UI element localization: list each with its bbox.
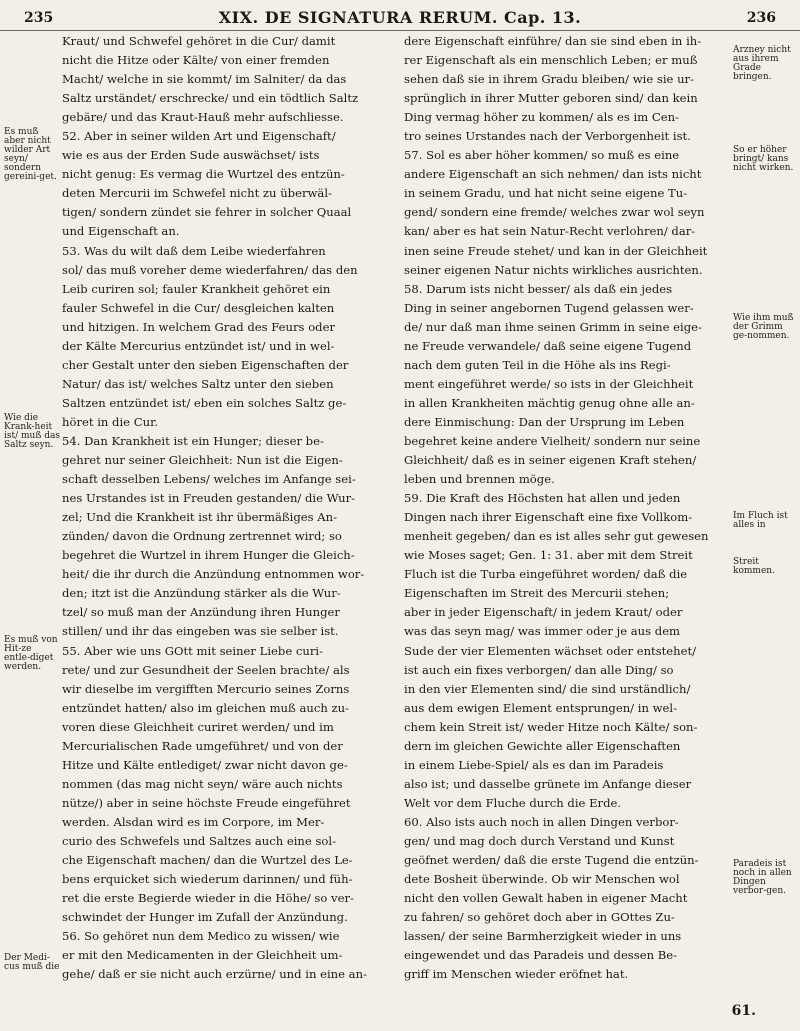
text-line: lassen/ der seine Barmherzigkeit wieder in uns	[404, 929, 682, 944]
text-line: deten Mercurii im Schwefel nicht zu überwäl-	[62, 186, 332, 201]
text-line: heit/ die ihr durch die Anzündung entnommen wor-	[62, 567, 365, 582]
text-line: Saltz urständet/ erschrecke/ und ein tödtlich Saltz	[62, 91, 359, 106]
running-header	[0, 8, 800, 31]
text-line	[62, 984, 380, 1003]
text-line: schaft desselben Lebens/ welches im Anfange sei-	[62, 472, 356, 487]
text-line: 57. Sol es aber höher kommen/ so muß es eine	[404, 148, 680, 163]
text-line: wie Moses saget; Gen. 1: 31. aber mit dem Streit	[404, 548, 693, 563]
text-line: cher Gestalt unter den sieben Eigenschaften der	[62, 357, 349, 372]
text-line: nommen (das mag nicht seyn/ wäre auch nichts	[62, 776, 343, 791]
text-line: sprünglich in ihrer Mutter geboren sind/ dan kein	[404, 91, 698, 106]
text-line: stillen/ und ihr das eingeben was sie selber ist.	[62, 624, 339, 639]
text-line: aber in jeder Eigenschaft/ in jedem Kraut/ oder	[404, 605, 683, 620]
text-line: wie es aus der Erden Sude auswächset/ ists	[62, 148, 320, 163]
text-line: kan/ aber es hat sein Natur-Recht verlohren/ dar-	[404, 224, 696, 239]
text-line: menheit gegeben/ dan es ist alles sehr gut gewesen	[404, 529, 709, 544]
right-text-column	[404, 32, 730, 984]
text-line: Welt vor dem Fluche durch die Erde.	[404, 795, 622, 810]
text-line: geöfnet werden/ daß die erste Tugend die entzün-	[404, 853, 699, 868]
text-line: Macht/ welche in sie kommt/ im Salniter/ da das	[62, 72, 347, 87]
text-line: inen seine Freude stehet/ und kan in der Gleichheit	[404, 243, 708, 258]
text-line: 60. Also ists auch noch in allen Dingen verbor-	[404, 814, 679, 829]
margin-note: Streit kommen.	[733, 557, 775, 576]
text-line: nes Urstandes ist in Freuden gestanden/ die Wur-	[62, 491, 356, 506]
margin-note: Im Fluch ist alles in	[733, 511, 788, 530]
text-line: 55. Aber wie uns GOtt mit seiner Liebe curi-	[62, 643, 324, 658]
text-line: Fluch ist die Turba eingeführet worden/ daß die	[404, 567, 688, 582]
text-line: also ist; und dasselbe grünete im Anfange dieser	[404, 776, 692, 791]
text-line: werden. Alsdan wird es im Corpore, im Mer-	[62, 814, 325, 829]
text-line: nütze/) aber in seine höchste Freude eingeführet	[62, 795, 351, 810]
text-line: er mit den Medicamenten in der Gleichheit um-	[62, 948, 343, 963]
text-line: gebäre/ und das Kraut-Hauß mehr aufschliesse.	[62, 110, 344, 125]
text-line: nicht genug: Es vermag die Wurtzel des entzün-	[62, 167, 345, 182]
text-line: griff im Menschen wieder eröfnet hat.	[404, 967, 629, 982]
text-line: dete Bosheit überwinde. Ob wir Menschen wol	[404, 872, 680, 887]
margin-note: Der Medi-cus muß die	[4, 953, 60, 972]
text-line: fauler Schwefel in die Cur/ desgleichen kalten	[62, 300, 335, 315]
text-line: sol/ das muß voreher deme wiederfahren/ das den	[62, 262, 358, 277]
text-line: Hitze und Kälte entlediget/ zwar nicht davon ge-	[62, 757, 348, 772]
margin-note: Es muß aber nicht wilder Art seyn/ sondern gereini-get.	[4, 127, 57, 182]
margin-note: Arzney nicht aus ihrem Grade bringen.	[733, 45, 791, 82]
text-line: Kraut/ und Schwefel gehöret in die Cur/ damit	[62, 34, 336, 48]
text-line: Saltzen entzündet ist/ eben ein solches Saltz ge-	[62, 395, 347, 410]
text-line: zu fahren/ so gehöret doch aber in GOttes Zu-	[404, 910, 675, 925]
text-line: eingewendet und das Paradeis und dessen Be-	[404, 948, 678, 963]
text-line: 58. Darum ists nicht besser/ als daß ein jedes	[404, 281, 673, 296]
text-line: nicht den vollen Gewalt haben in eigener Macht	[404, 891, 688, 906]
text-line: curio des Schwefels und Saltzes auch eine sol-	[62, 833, 337, 848]
text-line: seiner eigenen Natur nichts wirkliches ausrichten.	[404, 262, 703, 277]
text-line: schwindet der Hunger im Zufall der Anzündung.	[62, 910, 348, 925]
text-line: ment eingeführet werde/ so ists in der Gleichheit	[404, 376, 694, 391]
text-line: ne Freude verwandele/ daß seine eigene Tugend	[404, 338, 692, 353]
text-line: Ding in seiner angebornen Tugend gelassen wer-	[404, 300, 694, 315]
text-line: gend/ sondern eine fremde/ welches zwar wol seyn	[404, 205, 705, 220]
text-line: Leib curiren sol; fauler Krankheit gehöret ein	[62, 281, 331, 296]
text-line: dere Einmischung: Dan der Ursprung im Leben	[404, 414, 685, 429]
text-line: entzündet hatten/ also im gleichen muß auch zu-	[62, 700, 349, 715]
text-line: ret die erste Begierde wieder in die Höhe/ so ver-	[62, 891, 354, 906]
header-left-number: 235	[24, 10, 54, 26]
margin-note: Wie die Krank-heit ist/ muß das Saltz seyn.	[4, 413, 60, 450]
text-line: chem kein Streit ist/ weder Hitze noch Kälte/ son-	[404, 719, 698, 734]
text-line: gehe/ daß er sie nicht auch erzürne/ und in eine an-	[62, 967, 367, 982]
text-line: bens erquicket sich wiederum darinnen/ und füh-	[62, 872, 353, 887]
text-line: 54. Dan Krankheit ist ein Hunger; dieser be-	[62, 433, 324, 448]
text-line: Ding vermag höher zu kommen/ als es im Cen-	[404, 110, 679, 125]
text-line: gen/ und mag doch durch Verstand und Kunst	[404, 833, 675, 848]
text-line: den; itzt ist die Anzündung stärker als die Wur-	[62, 586, 341, 601]
text-line: höret in die Cur.	[62, 414, 159, 429]
text-line: dere Eigenschaft einführe/ dan sie sind eben in ih-	[404, 34, 702, 48]
text-line: che Eigenschaft machen/ dan die Wurtzel des Le-	[62, 853, 353, 868]
text-line: wir dieselbe im vergifften Mercurio seines Zorns	[62, 681, 350, 696]
text-line: nicht die Hitze oder Kälte/ von einer fremden	[62, 53, 330, 68]
text-line: 52. Aber in seiner wilden Art und Eigenschaft/	[62, 129, 336, 144]
text-line: gehret nur seiner Gleichheit: Nun ist die Eigen-	[62, 453, 343, 468]
text-line: in seinem Gradu, und hat nicht seine eigene Tu-	[404, 186, 688, 201]
text-line: aus dem ewigen Element entsprungen/ in wel-	[404, 700, 678, 715]
text-line: zünden/ davon die Ordnung zertrennet wird; so	[62, 529, 342, 544]
text-line: Eigenschaften im Streit des Mercurii stehen;	[404, 586, 670, 601]
text-line: und Eigenschaft an.	[62, 224, 180, 239]
text-line: tzel/ so muß man der Anzündung ihren Hunger	[62, 605, 340, 620]
text-line: begehret keine andere Vielheit/ sondern nur seine	[404, 433, 701, 448]
text-line: andere Eigenschaft an sich nehmen/ dan ists nicht	[404, 167, 702, 182]
page-number: 61.	[731, 1003, 756, 1019]
text-line: rete/ und zur Gesundheit der Seelen brachte/ als	[62, 662, 350, 677]
text-line: begehret die Wurtzel in ihrem Hunger die Gleich-	[62, 548, 355, 563]
left-text-column	[62, 32, 380, 1003]
text-line: der Kälte Mercurius entzündet ist/ und in wel-	[62, 338, 335, 353]
text-line: was das seyn mag/ was immer oder je aus dem	[404, 624, 681, 639]
margin-note: Paradeis ist noch in allen Dingen verbor-gen.	[733, 859, 792, 896]
text-line: Gleichheit/ daß es in seiner eigenen Kraft stehen/	[404, 453, 697, 468]
text-line: Dingen nach ihrer Eigenschaft eine fixe Vollkom-	[404, 510, 693, 525]
text-line: in einem Liebe-Spiel/ als es dan im Paradeis	[404, 757, 664, 772]
text-line: leben und brennen möge.	[404, 472, 555, 487]
text-line: tro seines Urstandes nach der Verborgenheit ist.	[404, 129, 691, 144]
text-line: Mercurialischen Rade umgeführet/ und von der	[62, 738, 343, 753]
text-line: in den vier Elementen sind/ die sind urständlich/	[404, 681, 691, 696]
text-line: zel; Und die Krankheit ist ihr übermäßiges An-	[62, 510, 338, 525]
text-line: de/ nur daß man ihme seinen Grimm in seine eige-	[404, 319, 702, 334]
text-line: sehen daß sie in ihrem Gradu bleiben/ wie sie ur-	[404, 72, 695, 87]
text-line: rer Eigenschaft als ein menschlich Leben; er muß	[404, 53, 698, 68]
text-line: 53. Was du wilt daß dem Leibe wiederfahren	[62, 243, 326, 258]
text-line: ist auch ein fixes verborgen/ dan alle Ding/ so	[404, 662, 674, 677]
text-line: Sude der vier Elementen wächset oder entstehet/	[404, 643, 697, 658]
text-line: 59. Die Kraft des Höchsten hat allen und jeden	[404, 491, 681, 506]
margin-note: Es muß von Hit-ze entle-diget werden.	[4, 635, 58, 672]
text-line: 56. So gehöret nun dem Medico zu wissen/ wie	[62, 929, 340, 944]
text-line: tigen/ sondern zündet sie fehrer in solcher Quaal	[62, 205, 352, 220]
text-line: in allen Krankheiten mächtig genug ohne alle an-	[404, 395, 695, 410]
margin-note: So er höher bringt/ kans nicht wirken.	[733, 145, 794, 173]
margin-note: Wie ihm muß der Grimm ge-nommen.	[733, 313, 794, 341]
text-line: und hitzigen. In welchem Grad des Feurs oder	[62, 319, 335, 334]
text-line: dern im gleichen Gewichte aller Eigenschaften	[404, 738, 681, 753]
header-title: XIX. DE SIGNATURA RERUM. Cap. 13.	[218, 8, 582, 27]
text-line: Natur/ das ist/ welches Saltz unter den sieben	[62, 376, 334, 391]
text-line: voren diese Gleichheit curiret werden/ und im	[62, 719, 334, 734]
header-right-number: 236	[746, 10, 776, 26]
text-line: nach dem guten Teil in die Höhe als ins Regi-	[404, 357, 671, 372]
